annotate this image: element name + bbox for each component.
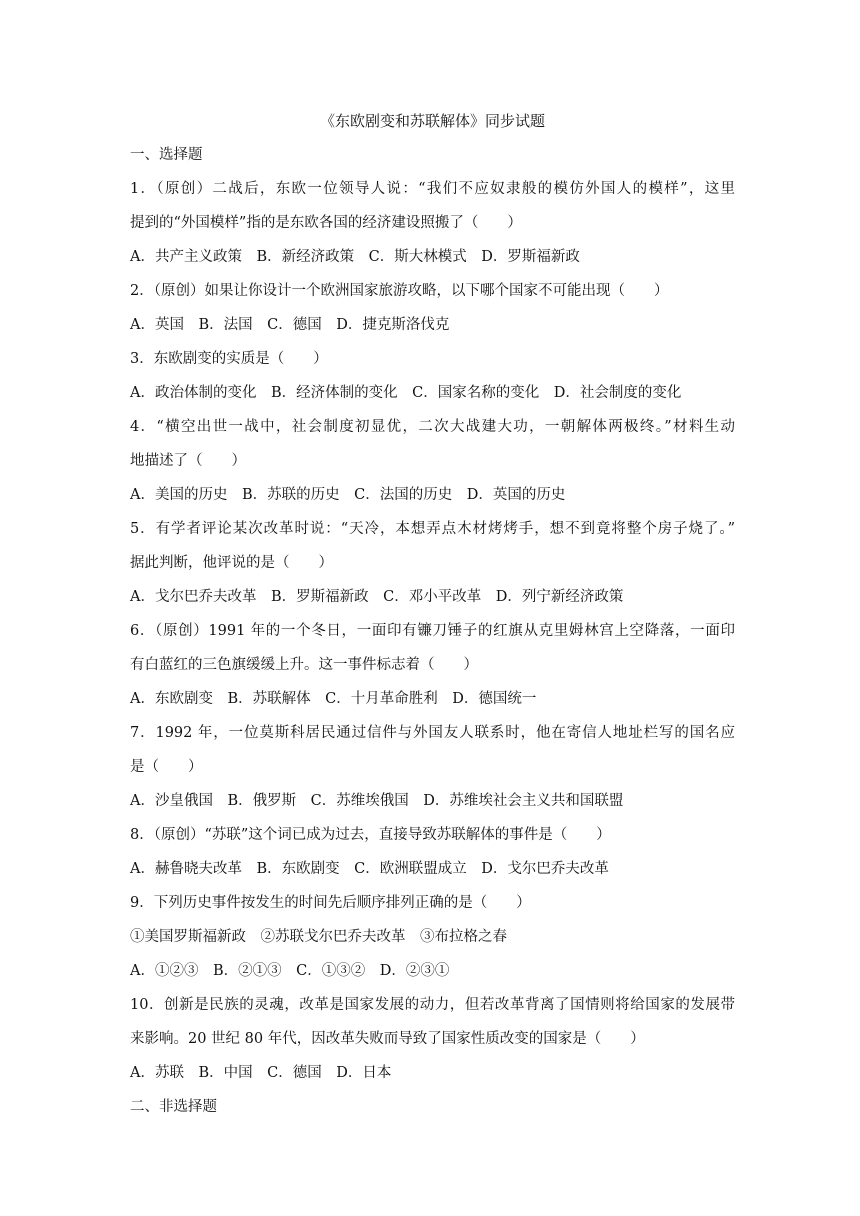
question-options: A．英国 B．法国 C．德国 D．捷克斯洛伐克 (130, 317, 450, 333)
question-stem-line: ①美国罗斯福新政 ②苏联戈尔巴乔夫改革 ③布拉格之春 (130, 929, 507, 945)
question-stem-line: 10．创新是民族的灵魂，改革是国家发展的动力，但若改革背离了国情则将给国家的发展带 (130, 997, 735, 1013)
question-3 (130, 342, 735, 410)
question-8 (130, 818, 735, 886)
question-6 (130, 614, 735, 716)
question-9 (130, 886, 735, 988)
question-options: A．①②③ B．②①③ C．①③② D．②③① (130, 963, 450, 979)
question-stem-line: 据此判断，他评说的是（ ） (130, 555, 333, 571)
question-10 (130, 988, 735, 1090)
question-stem-line: 8．（原创）“苏联”这个词已成为过去，直接导致苏联解体的事件是（ ） (130, 827, 611, 843)
question-stem-line: 提到的“外国模样”指的是东欧各国的经济建设照搬了（ ） (130, 215, 522, 231)
question-stem-line: 是（ ） (130, 759, 203, 775)
question-2 (130, 274, 735, 342)
question-stem-line: 6．（原创）1991 年的一个冬日，一面印有镰刀锤子的红旗从克里姆林宫上空降落，一面印 (130, 623, 735, 639)
document-page (130, 104, 735, 1124)
question-stem-line: 9．下列历史事件按发生的时间先后顺序排列正确的是（ ） (130, 895, 531, 911)
question-options: A．东欧剧变 B．苏联解体 C．十月革命胜利 D．德国统一 (130, 691, 537, 707)
question-5 (130, 512, 735, 614)
question-stem-line: 3．东欧剧变的实质是（ ） (130, 351, 328, 367)
question-options: A．美国的历史 B．苏联的历史 C．法国的历史 D．英国的历史 (130, 487, 566, 503)
question-stem-line: 4．“横空出世一战中，社会制度初显优，二次大战建大功，一朝解体两极终。”材料生动 (130, 419, 735, 435)
question-options: A．政治体制的变化 B．经济体制的变化 C．国家名称的变化 D．社会制度的变化 (130, 385, 682, 401)
question-options: A．苏联 B．中国 C．德国 D．日本 (130, 1065, 392, 1081)
question-stem-line: 7．1992 年，一位莫斯科居民通过信件与外国友人联系时，他在寄信人地址栏写的国名应 (130, 725, 735, 741)
question-stem-line: 5．有学者评论某次改革时说：“天冷，本想弄点木材烤烤手，想不到竟将整个房子烧了。” (130, 521, 735, 537)
page-title: 《东欧剧变和苏联解体》同步试题 (319, 112, 545, 130)
section-heading-non-choice: 二、非选择题 (130, 1099, 217, 1115)
question-stem-line: 1．（原创）二战后，东欧一位领导人说：“我们不应奴隶般的模仿外国人的模样”，这里 (130, 181, 735, 197)
question-options: A．共产主义政策 B．新经济政策 C．斯大林模式 D．罗斯福新政 (130, 249, 580, 265)
question-stem-line: 2．（原创）如果让你设计一个欧洲国家旅游攻略，以下哪个国家不可能出现（ ） (130, 283, 669, 299)
question-4 (130, 410, 735, 512)
section-heading-choice: 一、选择题 (130, 147, 203, 163)
question-stem-line: 地描述了（ ） (130, 453, 246, 469)
question-stem-line: 来影响。20 世纪 80 年代，因改革失败而导致了国家性质改变的国家是（ ） (130, 1031, 645, 1047)
question-options: A．沙皇俄国 B．俄罗斯 C．苏维埃俄国 D．苏维埃社会主义共和国联盟 (130, 793, 624, 809)
question-stem-line: 有白蓝红的三色旗缓缓上升。这一事件标志着（ ） (130, 657, 478, 673)
question-options: A．赫鲁晓夫改革 B．东欧剧变 C．欧洲联盟成立 D．戈尔巴乔夫改革 (130, 861, 609, 877)
question-options: A．戈尔巴乔夫改革 B．罗斯福新政 C．邓小平改革 D．列宁新经济政策 (130, 589, 624, 605)
question-7 (130, 716, 735, 818)
question-1 (130, 172, 735, 274)
